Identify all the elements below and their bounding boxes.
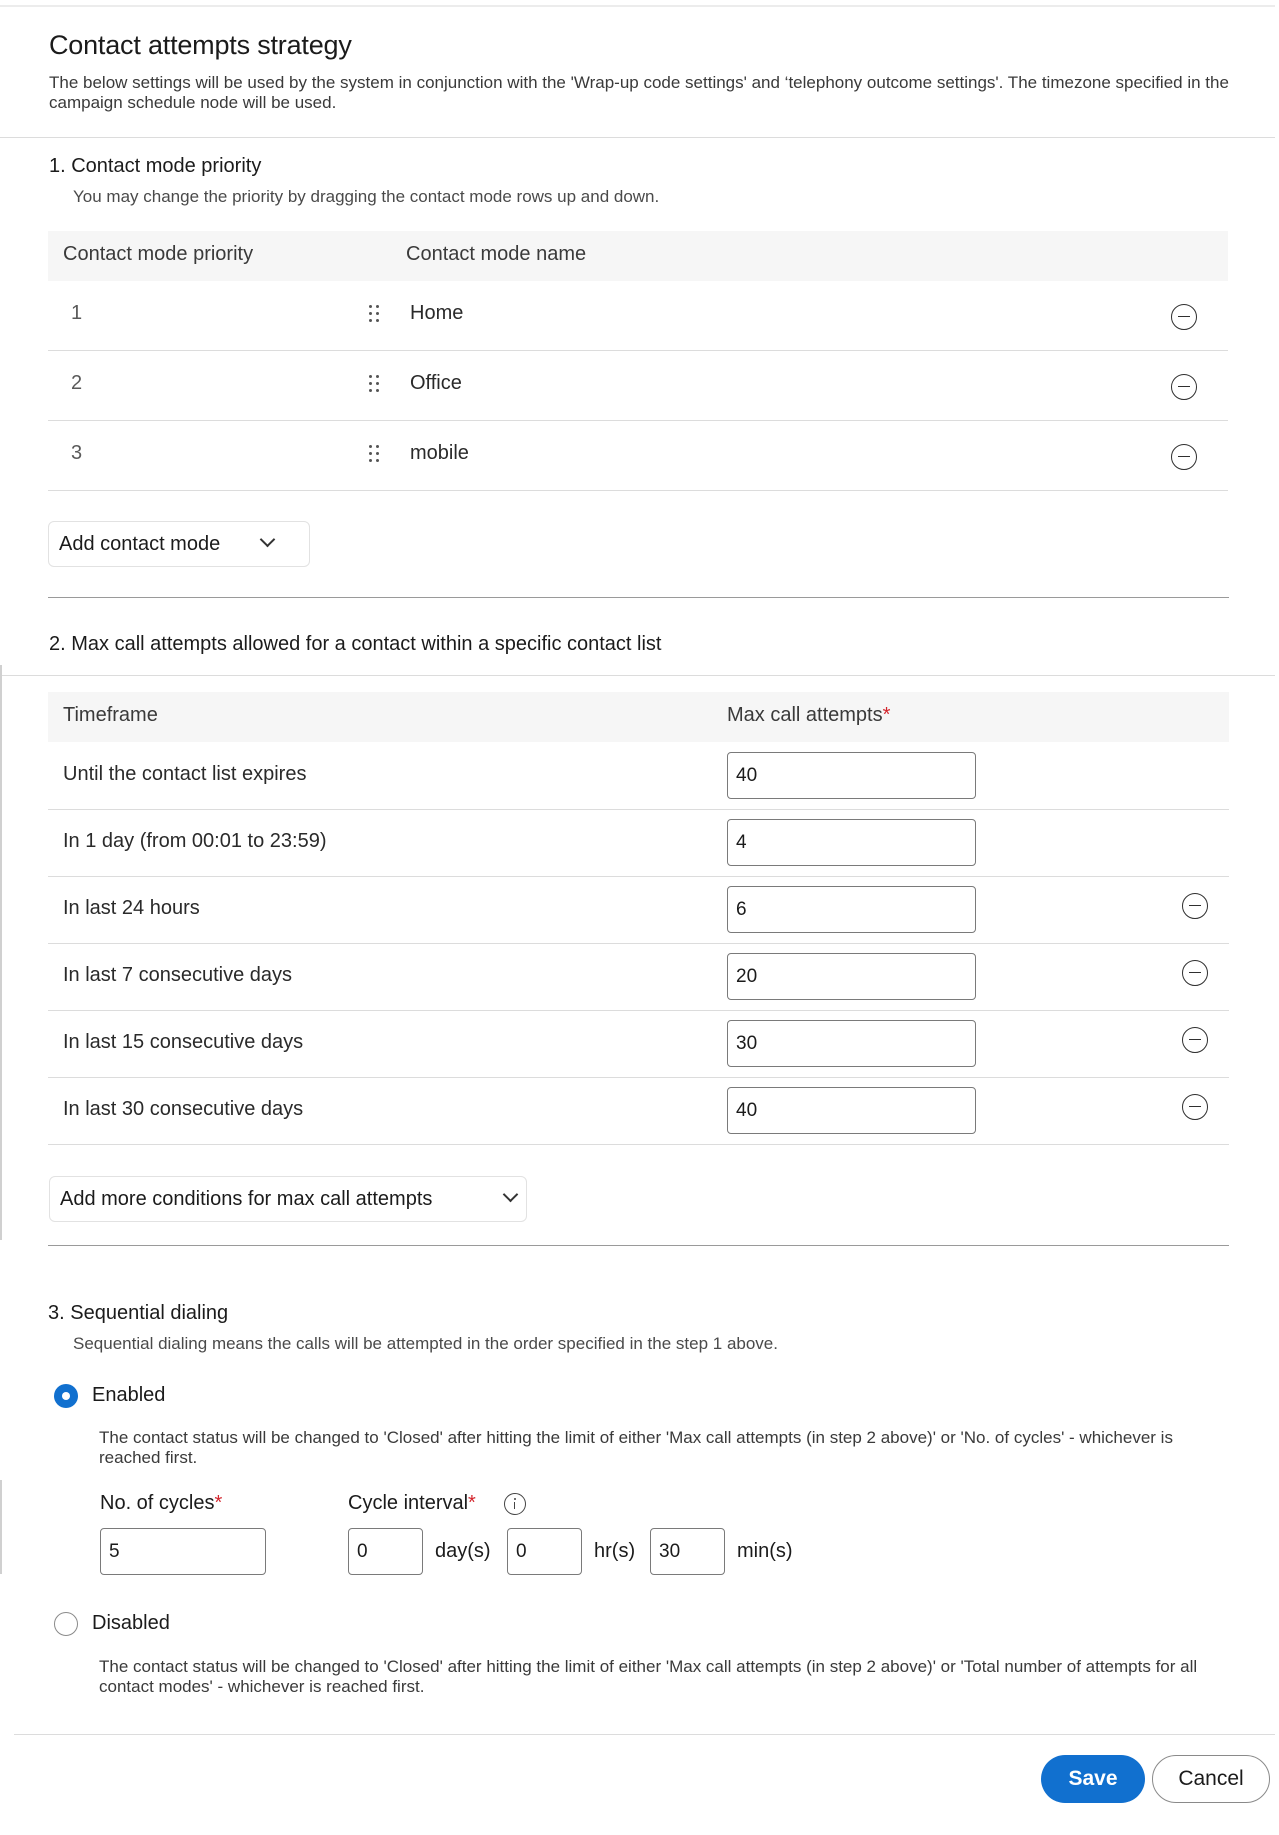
section1-divider — [48, 597, 1229, 598]
left-edge-marker — [0, 1480, 2, 1574]
section2-title: 2. Max call attempts allowed for a contact within a specific contact list — [49, 633, 662, 655]
page-description: The below settings will be used by the system in conjunction with the 'Wrap-up code settings' and ‘telephony outcome settings'. The timezone specified in the campaign schedule node will be used. — [49, 73, 1229, 112]
section1-description: You may change the priority by dragging the contact mode rows up and down. — [73, 187, 660, 206]
row-priority: 3 — [71, 442, 83, 464]
row-timeframe: In last 30 consecutive days — [63, 1098, 304, 1120]
section2-title-divider — [0, 675, 1275, 676]
row-timeframe: In last 15 consecutive days — [63, 1031, 304, 1053]
add-contact-mode-dropdown[interactable] — [48, 521, 310, 567]
cycles-input[interactable] — [100, 1528, 266, 1575]
page-title: Contact attempts strategy — [49, 30, 352, 60]
chevron-down-icon — [260, 532, 276, 548]
row-timeframe: In last 24 hours — [63, 897, 200, 919]
row-priority: 1 — [71, 302, 83, 324]
section1-title: 1. Contact mode priority — [49, 155, 262, 177]
cancel-button[interactable]: Cancel — [1152, 1755, 1270, 1803]
remove-contact-mode-icon[interactable] — [1171, 304, 1197, 330]
sequential-enabled-radio[interactable] — [54, 1384, 78, 1408]
cycle-minutes-input[interactable] — [650, 1528, 725, 1575]
sequential-disabled-radio[interactable] — [54, 1612, 78, 1636]
row-contact-mode-name: mobile — [410, 442, 469, 464]
remove-condition-icon[interactable] — [1182, 893, 1208, 919]
remove-condition-icon[interactable] — [1182, 960, 1208, 986]
info-icon[interactable] — [504, 1493, 526, 1515]
col-max-call-attempts: Max call attempts* — [727, 704, 891, 726]
row-divider — [48, 1144, 1229, 1145]
enabled-description: The contact status will be changed to 'Closed' after hitting the limit of either 'Max call attempts (in step 2 above)' or 'No. of cycles' - whichever is reached first. — [99, 1428, 1173, 1467]
header-divider — [0, 137, 1275, 138]
drag-handle-icon[interactable] — [369, 445, 381, 465]
section3-title: 3. Sequential dialing — [48, 1302, 229, 1324]
save-button[interactable]: Save — [1041, 1755, 1145, 1803]
max-attempts-input[interactable] — [727, 819, 976, 866]
drag-handle-icon[interactable] — [369, 375, 381, 395]
enabled-label: Enabled — [92, 1384, 166, 1406]
disabled-label: Disabled — [92, 1612, 170, 1634]
col-contact-mode-priority: Contact mode priority — [63, 243, 254, 265]
max-attempts-input[interactable] — [727, 1020, 976, 1067]
col-timeframe: Timeframe — [63, 704, 158, 726]
row-timeframe: Until the contact list expires — [63, 763, 307, 785]
add-max-attempts-condition-dropdown[interactable] — [49, 1176, 527, 1222]
cycles-label: No. of cycles* — [100, 1492, 223, 1514]
row-contact-mode-name: Home — [410, 302, 464, 324]
max-attempts-input[interactable] — [727, 1087, 976, 1134]
row-divider — [48, 490, 1228, 491]
row-divider — [48, 809, 1229, 810]
max-attempts-table-header — [48, 692, 1229, 742]
top-border — [0, 5, 1275, 7]
cycle-days-input[interactable] — [348, 1528, 423, 1575]
max-attempts-input[interactable] — [727, 953, 976, 1000]
section3-description: Sequential dialing means the calls will be attempted in the order specified in the step 1 above. — [73, 1334, 778, 1353]
col-contact-mode-name: Contact mode name — [406, 243, 587, 265]
remove-condition-icon[interactable] — [1182, 1027, 1208, 1053]
disabled-description: The contact status will be changed to 'Closed' after hitting the limit of either 'Max call attempts (in step 2 above)' or 'Total number of attempts for all contact modes' - whichever is reached first. — [99, 1657, 1198, 1696]
row-divider — [48, 420, 1228, 421]
row-divider — [48, 350, 1228, 351]
max-attempts-input[interactable] — [727, 886, 976, 933]
row-divider — [48, 1010, 1229, 1011]
max-attempts-input[interactable] — [727, 752, 976, 799]
left-edge-marker — [0, 665, 2, 1240]
section2-divider — [48, 1245, 1229, 1246]
row-divider — [48, 1077, 1229, 1078]
row-priority: 2 — [71, 372, 83, 394]
chevron-down-icon — [503, 1187, 519, 1203]
drag-handle-icon[interactable] — [369, 305, 381, 325]
days-unit: day(s) — [435, 1540, 491, 1562]
remove-condition-icon[interactable] — [1182, 1094, 1208, 1120]
hours-unit: hr(s) — [594, 1540, 636, 1562]
cycle-hours-input[interactable] — [507, 1528, 582, 1575]
cycle-interval-label: Cycle interval* — [348, 1492, 476, 1514]
row-divider — [48, 876, 1229, 877]
remove-contact-mode-icon[interactable] — [1171, 444, 1197, 470]
row-contact-mode-name: Office — [410, 372, 462, 394]
minutes-unit: min(s) — [737, 1540, 793, 1562]
footer-divider — [14, 1734, 1275, 1735]
add-contact-mode-label: Add contact mode — [59, 532, 221, 555]
contact-mode-table-header — [48, 231, 1228, 281]
add-condition-label: Add more conditions for max call attempts — [60, 1187, 433, 1210]
row-timeframe: In last 7 consecutive days — [63, 964, 293, 986]
remove-contact-mode-icon[interactable] — [1171, 374, 1197, 400]
row-timeframe: In 1 day (from 00:01 to 23:59) — [63, 830, 327, 852]
row-divider — [48, 943, 1229, 944]
